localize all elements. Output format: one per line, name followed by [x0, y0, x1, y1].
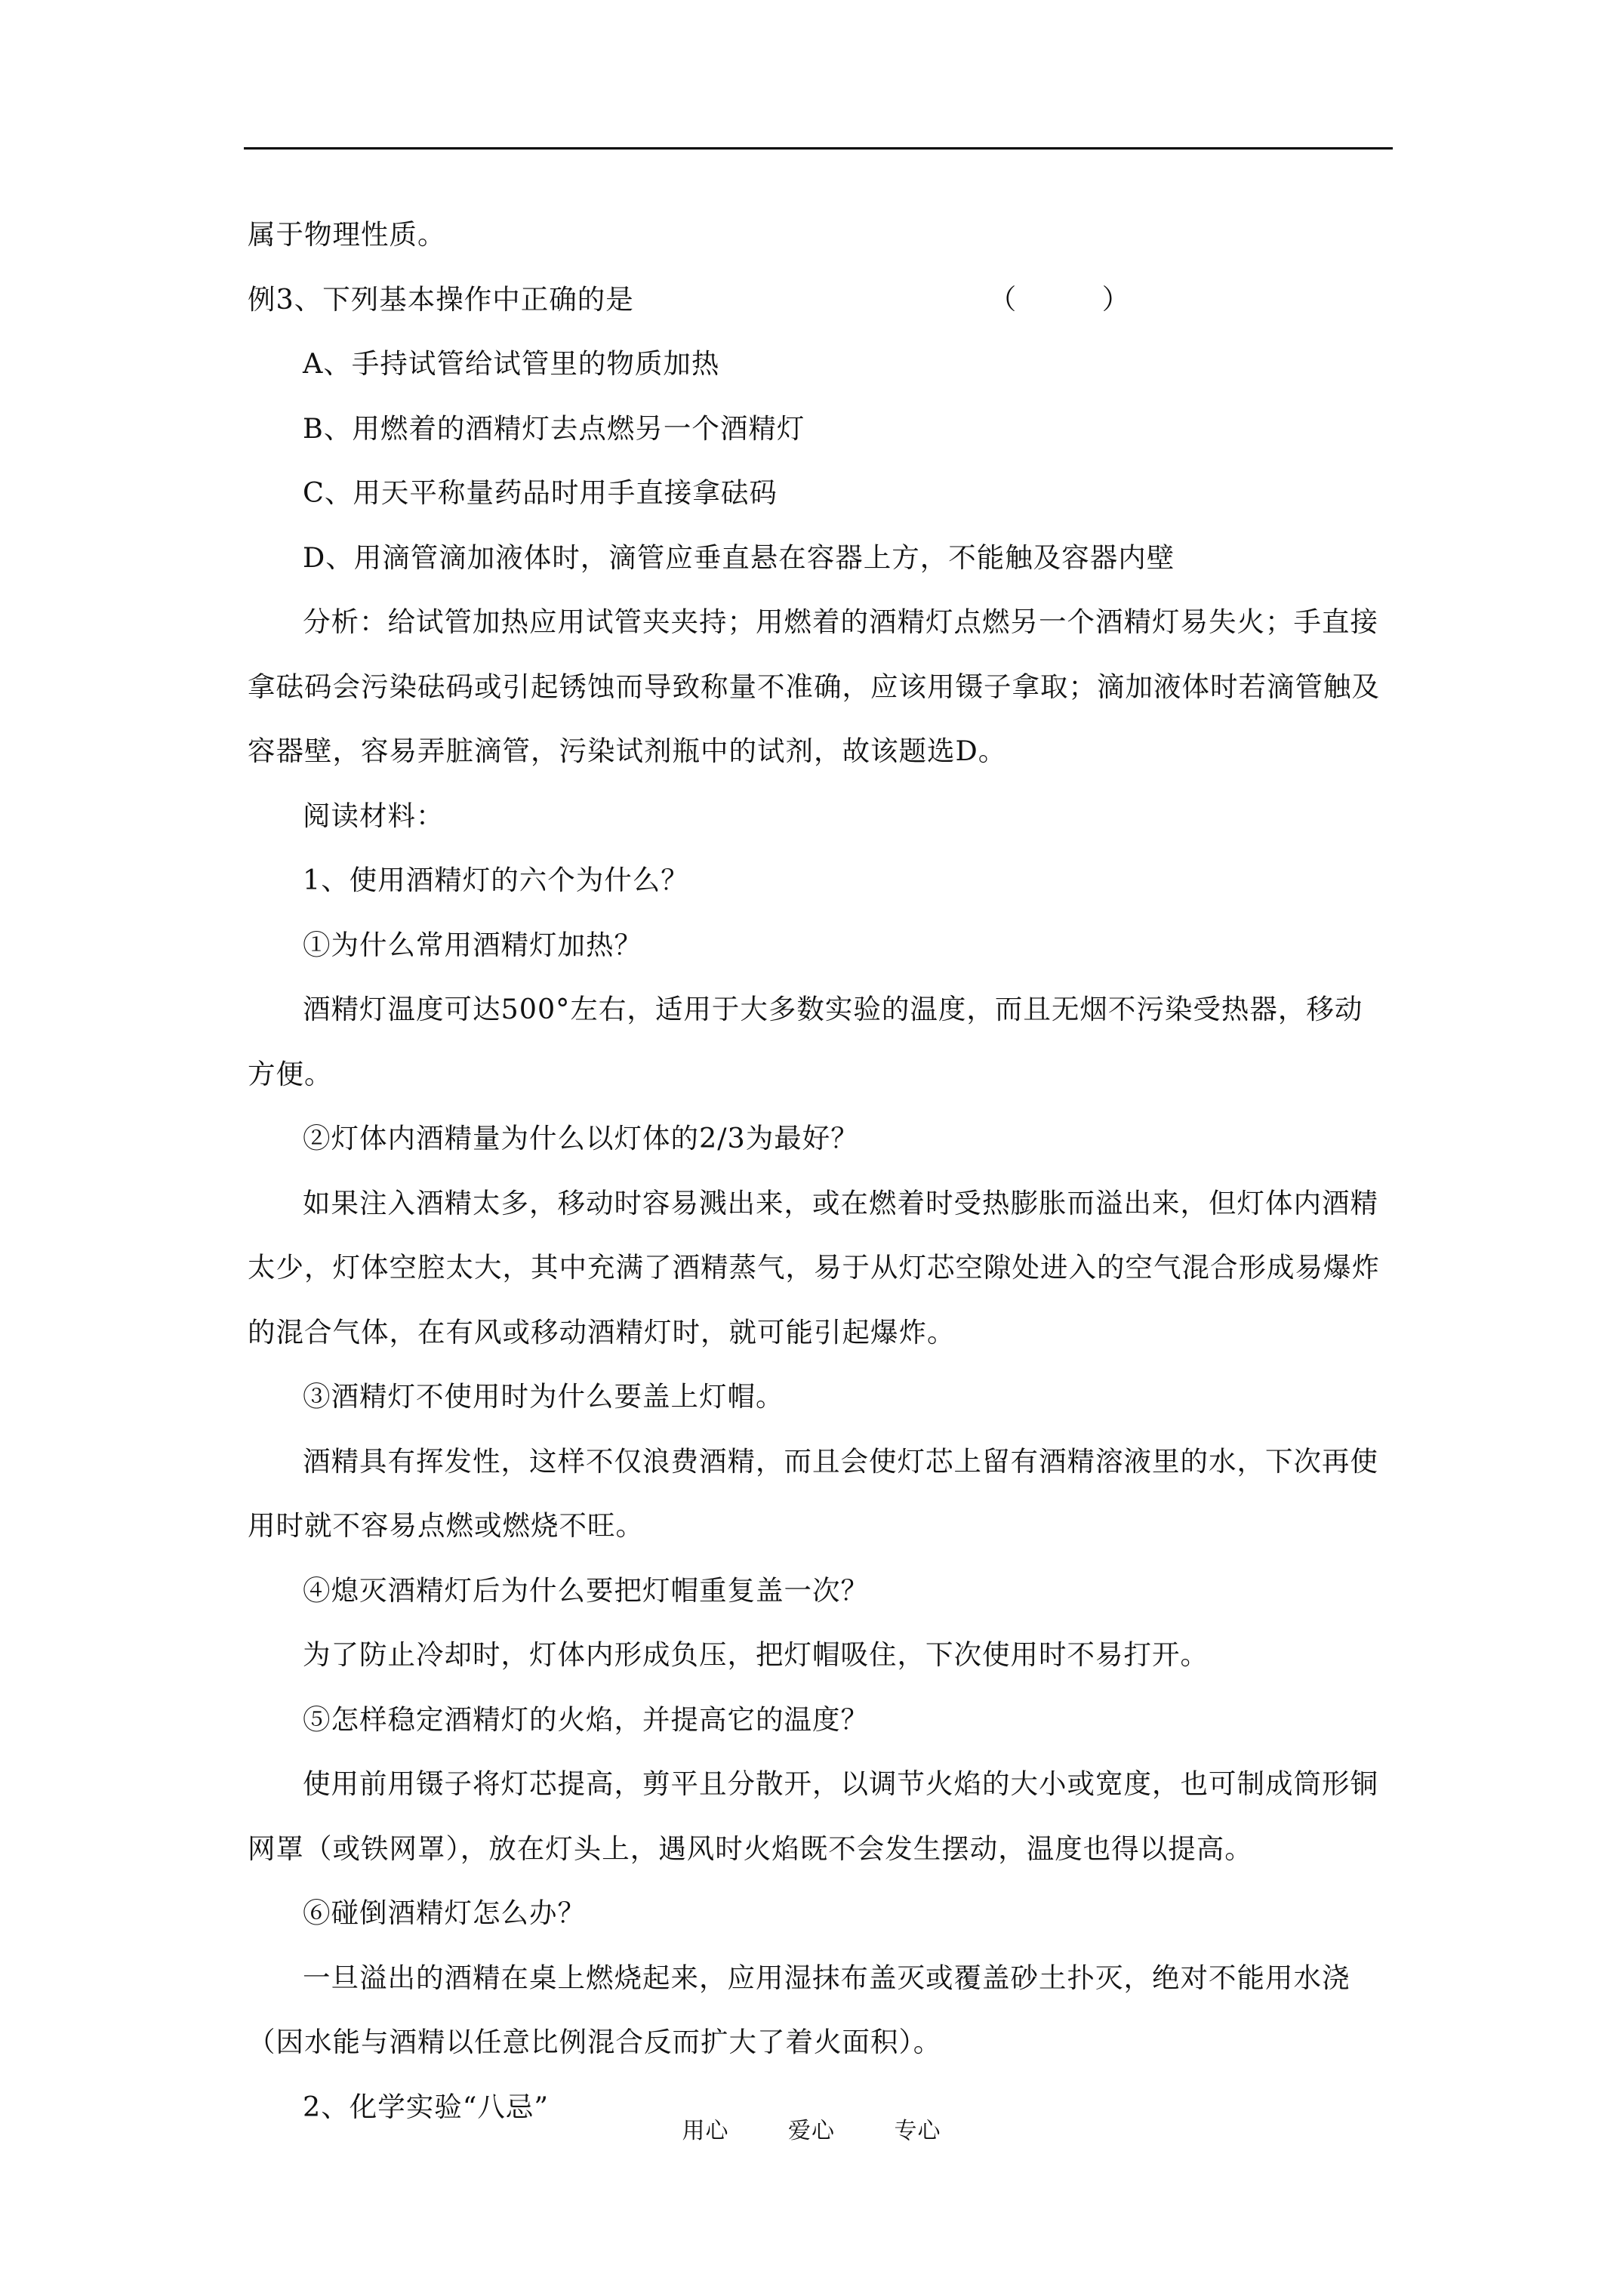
answer-bracket: （ ） [988, 282, 1131, 316]
question-heading: ②灯体内酒精量为什么以灯体的2/3为最好？ [303, 1122, 859, 1154]
page-footer [0, 2112, 1623, 2145]
text-line: 酒精具有挥发性，这样不仅浪费酒精，而且会使灯芯上留有酒精溶液里的水，下次再使 [303, 1444, 1378, 1478]
footer-item: 爱心 [788, 2118, 835, 2144]
option-a: A、手持试管给试管里的物质加热 [303, 347, 720, 380]
question-heading: ⑥碰倒酒精灯怎么办？ [303, 1897, 586, 1929]
text-line: 方便。 [248, 1057, 333, 1090]
header-rule [244, 147, 1393, 149]
question-heading: ④熄灭酒精灯后为什么要把灯帽重复盖一次？ [303, 1573, 869, 1607]
text-line: 使用前用镊子将灯芯提高，剪平且分散开，以调节火焰的大小或宽度，也可制成筒形铜 [303, 1767, 1378, 1800]
question-heading: ③酒精灯不使用时为什么要盖上灯帽。 [303, 1380, 784, 1413]
analysis-line: 分析：给试管加热应用试管夹夹持；用燃着的酒精灯点燃另一个酒精灯易失火；手直接 [303, 606, 1378, 638]
text-line: 太少，灯体空腔太大，其中充满了酒精蒸气，易于从灯芯空隙处进入的空气混合形成易爆炸 [248, 1251, 1380, 1284]
text-line: 一旦溢出的酒精在桌上燃烧起来，应用湿抹布盖灭或覆盖砂土扑灭，绝对不能用水浇 [303, 1961, 1350, 1994]
text-line: 用时就不容易点燃或燃烧不旺。 [248, 1509, 644, 1542]
question-heading: ⑤怎样稳定酒精灯的火焰，并提高它的温度？ [303, 1703, 869, 1736]
text-line: 酒精灯温度可达500°左右，适用于大多数实验的温度，而且无烟不污染受热器，移动 [303, 993, 1363, 1025]
footer-item: 专心 [894, 2118, 941, 2144]
text-line: 的混合气体，在有风或移动酒精灯时，就可能引起爆炸。 [248, 1315, 956, 1348]
analysis-line: 拿砝码会污染砝码或引起锈蚀而导致称量不准确，应该用镊子拿取；滴加液体时若滴管触及 [248, 670, 1380, 703]
text-line: 如果注入酒精太多，移动时容易溅出来，或在燃着时受热膨胀而溢出来，但灯体内酒精 [303, 1186, 1378, 1219]
option-d: D、用滴管滴加液体时，滴管应垂直悬在容器上方，不能触及容器内壁 [303, 541, 1175, 574]
question-line [248, 267, 1395, 332]
section-heading: 阅读材料： [303, 799, 445, 832]
analysis-line: 容器壁，容易弄脏滴管，污染试剂瓶中的试剂，故该题选D。 [248, 735, 1007, 767]
option-c: C、用天平称量药品时用手直接拿砝码 [303, 476, 778, 509]
text-line: 属于物理性质。 [248, 218, 446, 251]
text-line: 为了防止冷却时，灯体内形成负压，把灯帽吸住，下次使用时不易打开。 [303, 1638, 1209, 1671]
question-text: 例3、下列基本操作中正确的是 [248, 282, 634, 316]
text-line: （因水能与酒精以任意比例混合反而扩大了着火面积）。 [248, 2026, 942, 2058]
option-b: B、用燃着的酒精灯去点燃另一个酒精灯 [303, 411, 805, 445]
question-heading: ①为什么常用酒精灯加热？ [303, 928, 642, 961]
subsection-heading: 1、使用酒精灯的六个为什么？ [303, 864, 689, 896]
subsection-heading: 2、化学实验“八忌” [303, 2090, 550, 2123]
document-body [248, 202, 1395, 2139]
footer-item: 用心 [682, 2118, 729, 2144]
text-line: 网罩（或铁网罩），放在灯头上，遇风时火焰既不会发生摆动，温度也得以提高。 [248, 1832, 1253, 1865]
